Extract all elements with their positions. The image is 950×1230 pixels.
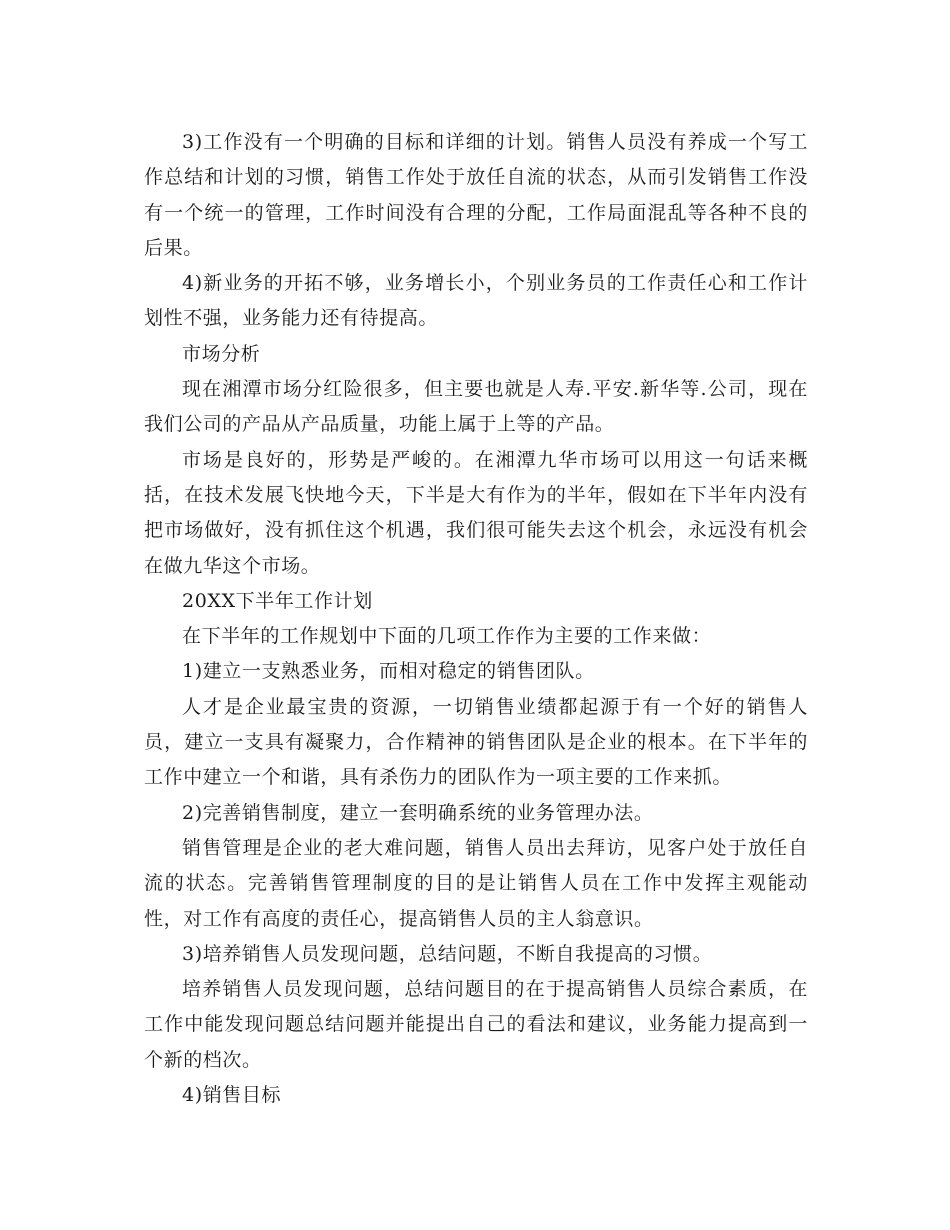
plan-item-1-body: 人才是企业最宝贵的资源，一切销售业绩都起源于有一个好的销售人员，建立一支具有凝聚力，合作精神的销售团队是企业的根本。在下半年的工作中建立一个和谐，具有杀伤力的团队作为一项主要的工作来抓。	[144, 695, 808, 789]
plan-item-2-body: 销售管理是企业的老大难问题，销售人员出去拜访，见客户处于放任自流的状态。完善销售管理制度的目的是让销售人员在工作中发挥主观能动性，对工作有高度的责任心，提高销售人员的主人翁意识。	[144, 836, 808, 930]
heading-work-plan: 20XX下半年工作计划	[182, 589, 373, 612]
paragraph-market-1: 现在湘潭市场分红险很多，但主要也就是人寿.平安.新华等.公司，现在我们公司的产品从产品质量，功能上属于上等的产品。	[144, 378, 808, 436]
plan-item-2-title: 2)完善销售制度，建立一套明确系统的业务管理办法。	[182, 801, 654, 824]
plan-item-4-title: 4)销售目标	[182, 1084, 282, 1107]
paragraph-problem-4: 4)新业务的开拓不够，业务增长小，个别业务员的工作责任心和工作计划性不强，业务能力还有待提高。	[144, 272, 808, 330]
document-body	[144, 125, 808, 1113]
plan-item-3-title: 3)培养销售人员发现问题，总结问题，不断自我提高的习惯。	[182, 942, 713, 965]
paragraph-market-2: 市场是良好的，形势是严峻的。在湘潭九华市场可以用这一句话来概括，在技术发展飞快地今天，下半是大有作为的半年，假如在下半年内没有把市场做好，没有抓住这个机遇，我们很可能失去这个机会，永远没有机会在做九华这个市场。	[144, 448, 808, 577]
paragraph-problem-3: 3)工作没有一个明确的目标和详细的计划。销售人员没有养成一个写工作总结和计划的习惯，销售工作处于放任自流的状态，从而引发销售工作没有一个统一的管理，工作时间没有合理的分配，工作局面混乱等各种不良的后果。	[144, 131, 808, 259]
paragraph-plan-intro: 在下半年的工作规划中下面的几项工作作为主要的工作来做：	[182, 625, 712, 648]
plan-item-3-body: 培养销售人员发现问题，总结问题目的在于提高销售人员综合素质，在工作中能发现问题总结问题并能提出自己的看法和建议，业务能力提高到一个新的档次。	[144, 978, 808, 1071]
plan-item-1-title: 1)建立一支熟悉业务，而相对稳定的销售团队。	[182, 660, 595, 683]
heading-market-analysis: 市场分析	[182, 342, 261, 365]
